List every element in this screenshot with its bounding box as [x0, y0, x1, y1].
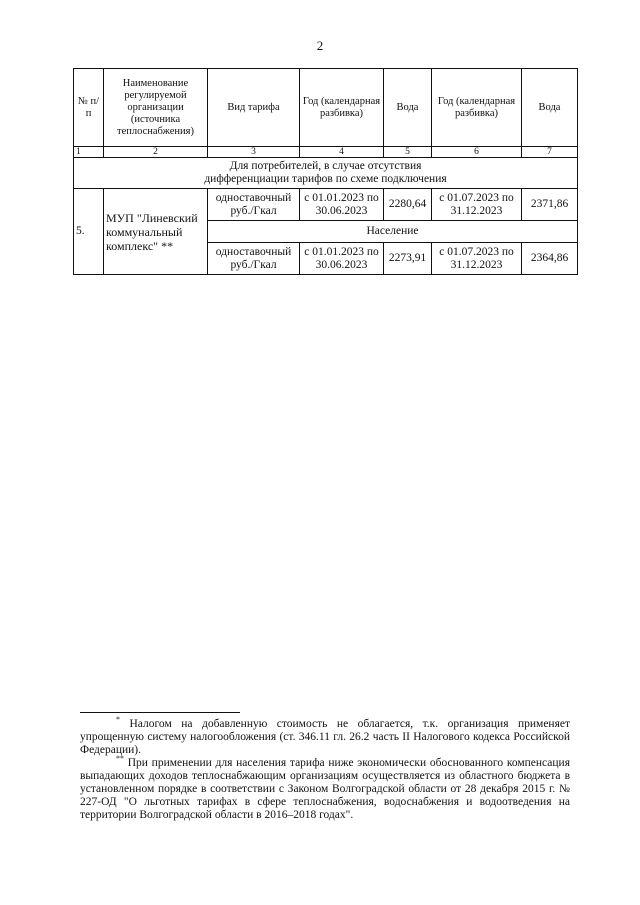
- header-number: № п/п: [74, 69, 104, 147]
- population-label: Население: [208, 221, 578, 243]
- table-header-row: [74, 69, 578, 147]
- column-number: 1: [74, 147, 104, 158]
- period-2: с 01.07.2023 по 31.12.2023: [432, 189, 522, 221]
- section-title-row: [74, 158, 578, 189]
- water-value-2: 2371,86: [522, 189, 578, 221]
- period-2: с 01.07.2023 по 31.12.2023: [432, 243, 522, 275]
- page-number: 2: [316, 38, 324, 53]
- period-1: с 01.01.2023 по 30.06.2023: [300, 189, 384, 221]
- footnotes: [80, 712, 570, 822]
- water-value-2: 2364,86: [522, 243, 578, 275]
- column-number: 3: [208, 147, 300, 158]
- period-1: с 01.01.2023 по 30.06.2023: [300, 243, 384, 275]
- section-title: Для потребителей, в случае отсутствия дифференциации тарифов по схеме подключения: [74, 158, 578, 189]
- header-period-2: Год (календарная разбивка): [432, 69, 522, 147]
- header-water-2: Вода: [522, 69, 578, 147]
- table-row: [74, 189, 578, 221]
- footnote-text: При применении для населения тарифа ниже экономически обоснованного компенсация выпадающих доходов теплоснабжающим организациям осуществляется из областного бюджета в установленном порядке в соответствии с Законом Волгоградской области от 28 декабря 2015 г. № 227-ОД "О льготных тарифах в сфере теплоснабжения, водоснабжения и водоотведения на территории Волгоградской области в 2016–2018 годах".: [80, 757, 570, 821]
- header-water-1: Вода: [384, 69, 432, 147]
- footnote-mark: *: [116, 715, 120, 725]
- water-value-1: 2280,64: [384, 189, 432, 221]
- column-number: 5: [384, 147, 432, 158]
- organization-name: МУП "Линевский коммунальный комплекс" **: [104, 189, 208, 275]
- footnote-text: Налогом на добавленную стоимость не облагается, т.к. организация применяет упрощенную систему налогообложения (ст. 346.11 гл. 26.2 часть II Налогового кодекса Российской Федерации).: [80, 718, 571, 756]
- row-number: 5.: [74, 189, 104, 275]
- water-value-1: 2273,91: [384, 243, 432, 275]
- footnote-mark: **: [116, 754, 124, 764]
- column-number: 2: [104, 147, 208, 158]
- column-number: 4: [300, 147, 384, 158]
- column-number: 6: [432, 147, 522, 158]
- column-number: 7: [522, 147, 578, 158]
- footnote-vat: [80, 715, 571, 757]
- header-organization: Наименование регулируемой организации (источника теплоснабжения): [104, 69, 208, 147]
- tariff-type: одноставочный руб./Гкал: [208, 189, 300, 221]
- header-tariff-type: Вид тарифа: [208, 69, 300, 147]
- tariff-type: одноставочный руб./Гкал: [208, 243, 300, 275]
- footnote-compensation: [80, 754, 570, 822]
- header-period-1: Год (календарная разбивка): [300, 69, 384, 147]
- column-number-row: [74, 147, 578, 158]
- tariff-table: [73, 68, 578, 275]
- footnote-divider: [80, 712, 240, 713]
